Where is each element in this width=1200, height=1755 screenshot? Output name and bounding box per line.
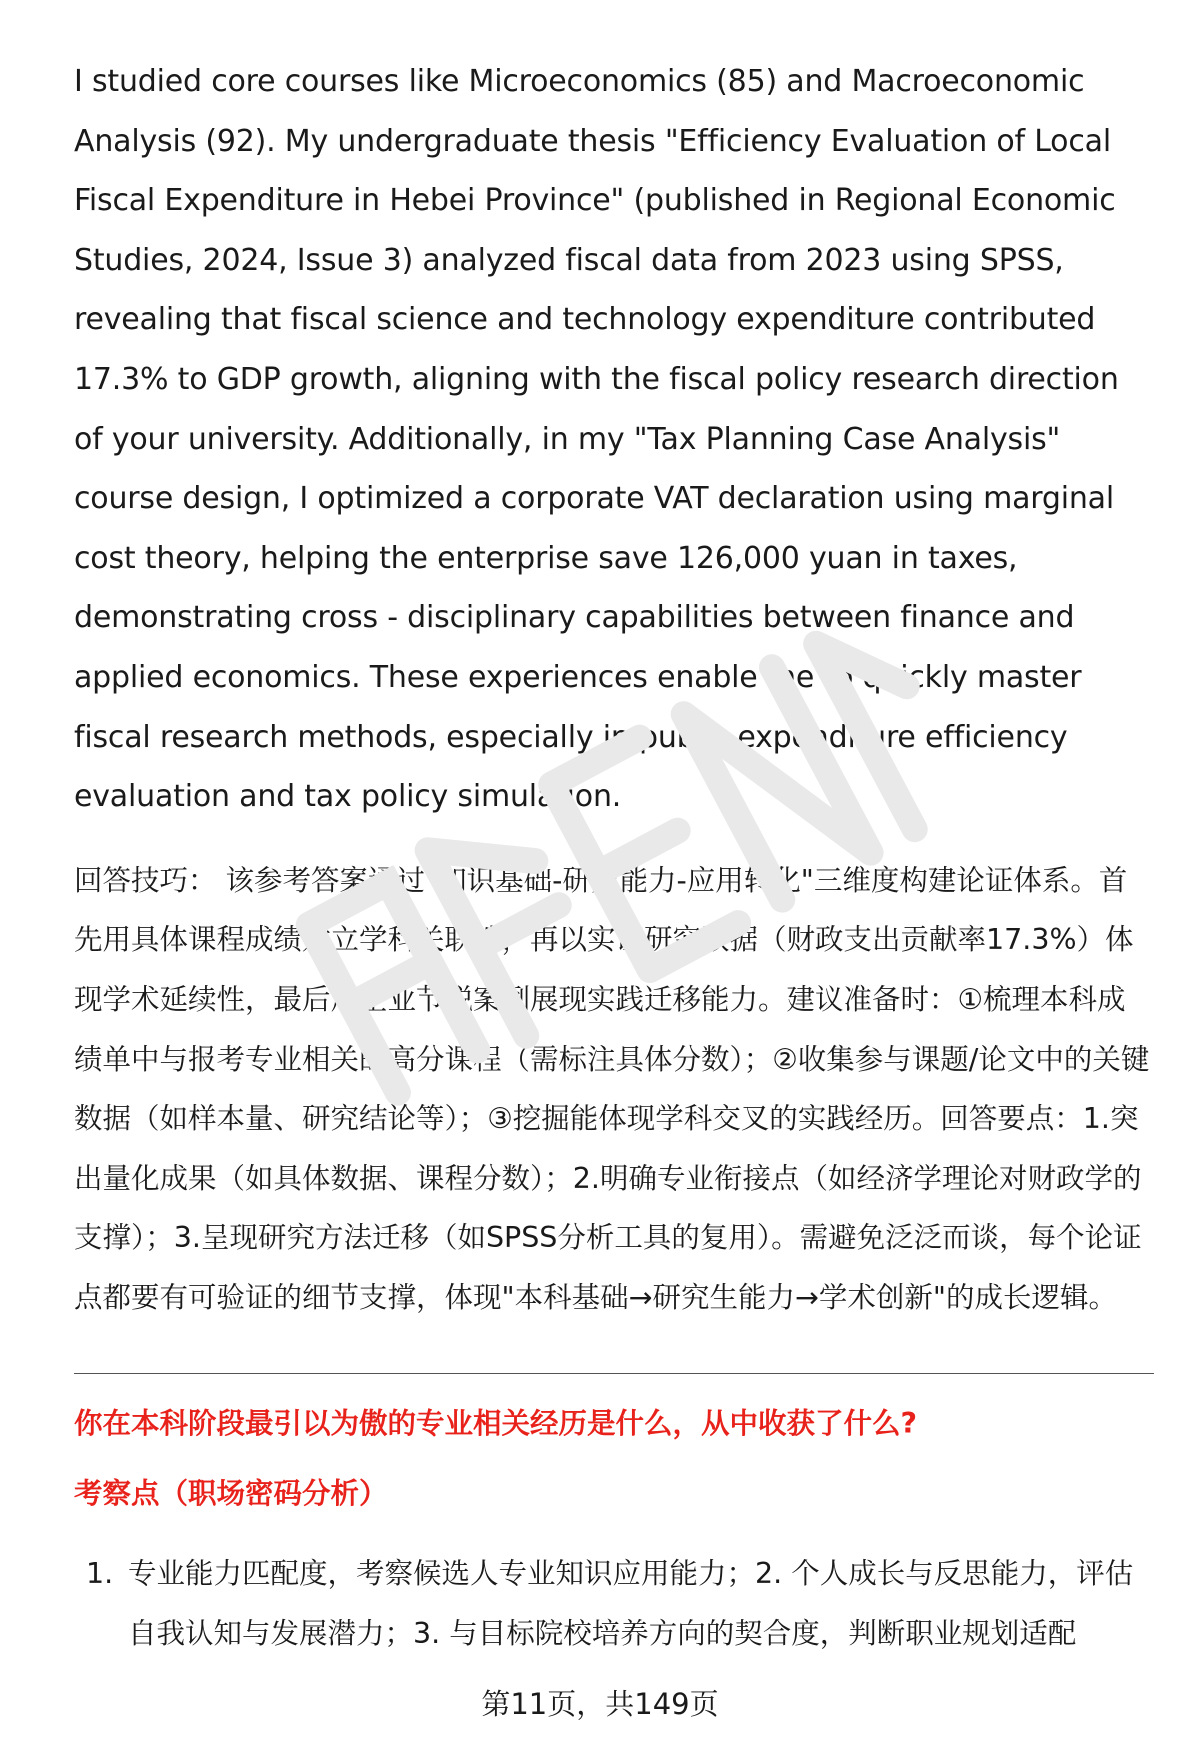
question-heading: 你在本科阶段最引以为傲的专业相关经历是什么，从中收获了什么? — [74, 1407, 918, 1441]
section-divider — [74, 1373, 1154, 1374]
answer-paragraph: I studied core courses like Microeconomics (85) and Macroeconomic Analysis (92). My undergraduate thesis "Efficiency Evaluation of Local Fiscal Expenditure in Hebei Province" (published in Regional Economic Studies, 2024, Issue 3) analyzed fiscal data from 2023 using SPSS, revealing that fiscal science and technology expenditure contributed 17.3% to GDP growth, aligning with the fiscal policy research direction of your university. Additionally, in my "Tax Planning Case Analysis" course design, I optimized a corporate VAT declaration using marginal cost theory, helping the enterprise save 126,000 yuan in taxes, demonstrating cross - disciplinary capabilities between finance and applied economics. These experiences enable me to quickly master fiscal research methods, especially in public expenditure efficiency evaluation and tax policy simulation. — [74, 64, 1119, 815]
list-item — [74, 1544, 1154, 1663]
list-item-text: 专业能力匹配度，考察候选人专业知识应用能力；2. 个人成长与反思能力，评估自我认知与发展潜力；3. 与目标院校培养方向的契合度，判断职业规划适配 — [128, 1557, 1134, 1651]
section-title: 考察点（职场密码分析） — [74, 1477, 388, 1511]
answer-tips-paragraph: 回答技巧： 该参考答案通过"知识基础-研究能力-应用转化"三维度构建论证体系。首先用具体课程成绩建立学科关联性，再以实证研究数据（财政支出贡献率17.3%）体现学术延续性，最后用企业节税案例展现实践迁移能力。建议准备时：①梳理本科成绩单中与报考专业相关的高分课程（需标注具体分数）；②收集参与课题/论文中的关键数据（如样本量、研究结论等）；③挖掘能体现学科交叉的实践经历。回答要点：1.突出量化成果（如具体数据、课程分数）；2.明确专业衔接点（如经济学理论对财政学的支撑）；3.呈现研究方法迁移（如SPSS分析工具的复用）。需避免泛泛而谈，每个论证点都要有可验证的细节支撑，体现"本科基础→研究生能力→学术创新"的成长逻辑。 — [74, 863, 1150, 1314]
evaluation-points-list — [74, 1544, 1154, 1663]
list-item-number: 1. — [86, 1557, 114, 1591]
page-number-footer: 第11页，共149页 — [481, 1687, 719, 1721]
document-page — [74, 52, 1154, 1664]
